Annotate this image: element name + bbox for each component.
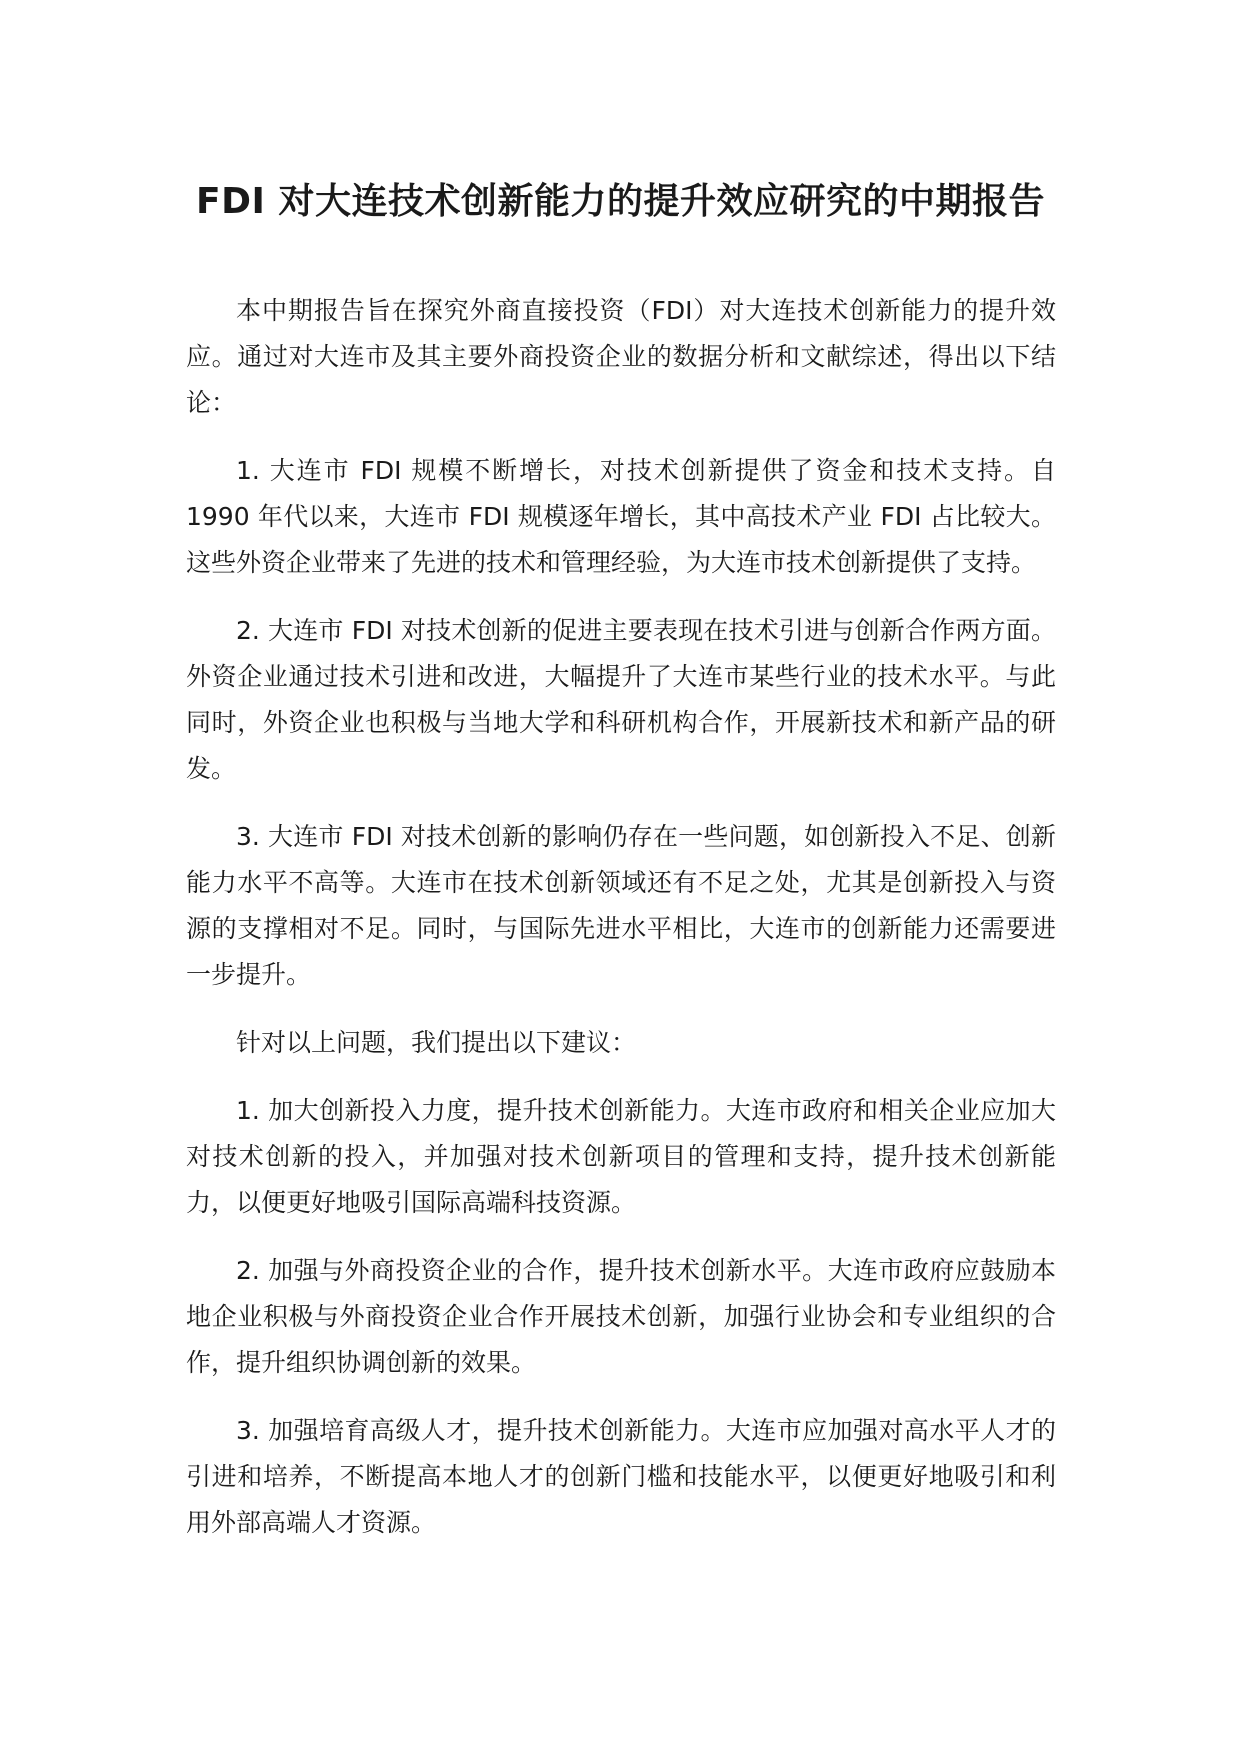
suggestion-2: 2. 加强与外商投资企业的合作，提升技术创新水平。大连市政府应鼓励本地企业积极与外商投资企业合作开展技术创新，加强行业协会和专业组织的合作，提升组织协调创新的效果。 bbox=[186, 1256, 1056, 1377]
conclusion-3: 3. 大连市 FDI 对技术创新的影响仍存在一些问题，如创新投入不足、创新能力水平不高等。大连市在技术创新领域还有不足之处，尤其是创新投入与资源的支撑相对不足。同时，与国际先进水平相比，大连市的创新能力还需要进一步提升。 bbox=[186, 822, 1056, 989]
document-body bbox=[186, 288, 1056, 1568]
intro-paragraph: 本中期报告旨在探究外商直接投资（FDI）对大连技术创新能力的提升效应。通过对大连市及其主要外商投资企业的数据分析和文献综述，得出以下结论： bbox=[186, 296, 1056, 417]
conclusion-1: 1. 大连市 FDI 规模不断增长，对技术创新提供了资金和技术支持。自 1990 年代以来，大连市 FDI 规模逐年增长，其中高技术产业 FDI 占比较大。这些外资企业带来了先进的技术和管理经验，为大连市技术创新提供了支持。 bbox=[186, 456, 1056, 577]
conclusion-2: 2. 大连市 FDI 对技术创新的促进主要表现在技术引进与创新合作两方面。外资企业通过技术引进和改进，大幅提升了大连市某些行业的技术水平。与此同时，外资企业也积极与当地大学和科研机构合作，开展新技术和新产品的研发。 bbox=[186, 616, 1056, 783]
suggestions-intro: 针对以上问题，我们提出以下建议： bbox=[236, 1028, 637, 1057]
document-title: FDI 对大连技术创新能力的提升效应研究的中期报告 bbox=[196, 181, 1045, 222]
suggestion-3: 3. 加强培育高级人才，提升技术创新能力。大连市应加强对高水平人才的引进和培养，不断提高本地人才的创新门槛和技能水平，以便更好地吸引和利用外部高端人才资源。 bbox=[186, 1416, 1056, 1537]
suggestion-1: 1. 加大创新投入力度，提升技术创新能力。大连市政府和相关企业应加大对技术创新的投入，并加强对技术创新项目的管理和支持，提升技术创新能力，以便更好地吸引国际高端科技资源。 bbox=[186, 1096, 1056, 1217]
